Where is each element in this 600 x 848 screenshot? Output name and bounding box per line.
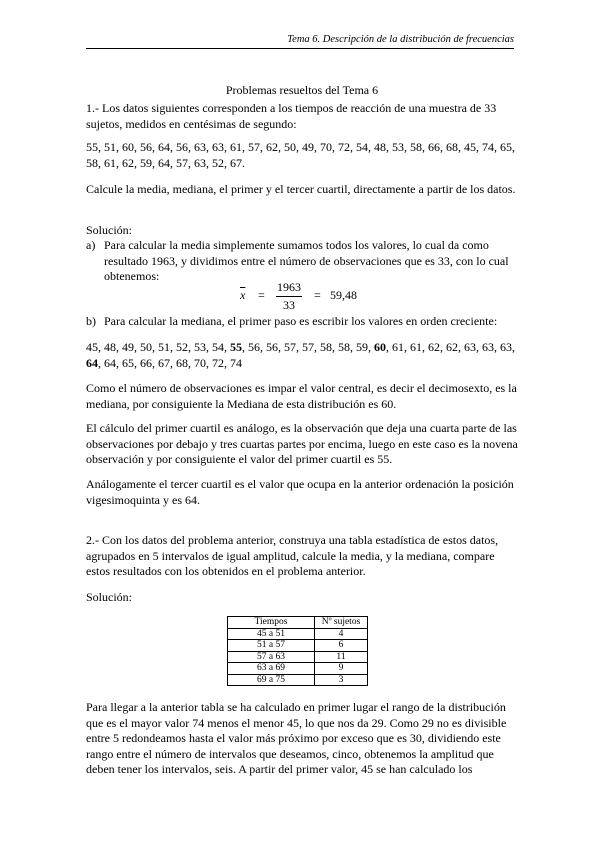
- problem2-explanation: Para llegar a la anterior tabla se ha calculado en primer lugar el rango de la distribución que es el mayor valor 74 menos el menor 45, lo que nos da 29. Como 29 no es divisible entre 5 redondeamos hasta el valor más próximo por exceso que es 30, dividiendo este rango entre el número de intervalos que deseamos, cinco, obtenemos la amplitud que deben tener los intervalos, seis. A partir del primer valor, 45 se han calculado los: [86, 700, 507, 777]
- frequency-table: [227, 616, 368, 686]
- sorted-part-1: 45, 48, 49, 50, 51, 52, 53, 54,: [86, 340, 230, 354]
- first-quartile-paragraph: El cálculo del primer cuartil es análogo, es la observación que deja una cuarta parte de las observaciones por debajo y tres cuartas partes por encima, luego en este caso es la novena observación y por consiguiente el valor del primer cuartil es 55.: [86, 421, 518, 467]
- table-cell: 51 a 57: [228, 640, 315, 652]
- sorted-bold-60: 60: [374, 340, 386, 354]
- mean-result: 59,48: [330, 288, 357, 302]
- table-cell: 6: [315, 640, 368, 652]
- sorted-values: [86, 340, 518, 371]
- step-b-text: Para calcular la mediana, el primer paso es escribir los valores en orden creciente:: [104, 314, 498, 328]
- table-cell: 3: [315, 674, 368, 686]
- step-b-label: b): [86, 314, 96, 328]
- equals-sign-1: =: [258, 288, 265, 302]
- problem2-statement: 2.- Con los datos del problema anterior, construya una tabla estadística de estos datos, agrupados en 5 intervalos de igual amplitud, calcule la media, y la mediana, compare estos resultados con los obtenidos en el problema anterior.: [86, 533, 499, 579]
- table-row: [228, 663, 368, 675]
- table-cell: 4: [315, 628, 368, 640]
- table-cell: 45 a 51: [228, 628, 315, 640]
- step-a: [86, 238, 518, 285]
- table-header-cell: Nº sujetos: [315, 617, 368, 629]
- fraction-bar: [276, 296, 302, 297]
- equals-sign-2: =: [314, 288, 321, 302]
- fraction-numerator: 1963: [277, 280, 301, 294]
- table-header-row: [228, 617, 368, 629]
- problem1-question: Calcule la media, mediana, el primer y el tercer cuartil, directamente a partir de los datos.: [86, 182, 516, 196]
- solution-label-1: Solución:: [86, 223, 133, 237]
- table-cell: 63 a 69: [228, 663, 315, 675]
- step-a-label: a): [86, 238, 96, 252]
- table-row: [228, 628, 368, 640]
- sorted-bold-64: 64: [86, 355, 98, 370]
- page-title: Problemas resueltos del Tema 6: [225, 83, 379, 97]
- median-paragraph: Como el número de observaciones es impar el valor central, es decir el decimosexto, es la mediana, por consiguiente la Mediana de esta distribución es 60.: [86, 381, 517, 411]
- table-cell: 57 a 63: [228, 651, 315, 663]
- table-row: [228, 640, 368, 652]
- sorted-part-3: , 61, 61, 62, 62, 63, 63, 63,: [386, 340, 515, 354]
- sorted-part-2: , 56, 56, 57, 57, 58, 58, 59,: [242, 340, 374, 354]
- table-row: [228, 674, 368, 686]
- table-row: [228, 651, 368, 663]
- sorted-bold-55: 55: [230, 340, 242, 354]
- fraction-denominator: 33: [283, 298, 295, 312]
- table-cell: 11: [315, 651, 368, 663]
- table-cell: 69 a 75: [228, 674, 315, 686]
- third-quartile-paragraph: Análogamente el tercer cuartil es el valor que ocupa en la anterior ordenación la posición vigesimoquinta y es 64.: [86, 477, 514, 507]
- step-a-text: Para calcular la media simplemente sumamos todos los valores, lo cual da como resultado 1963, y dividimos entre el número de observaciones que es 33, con lo cual obtenemos:: [104, 238, 509, 284]
- table-cell: 9: [315, 663, 368, 675]
- step-b: [86, 314, 518, 330]
- mean-symbol: $\overline{x}$: [240, 288, 246, 302]
- problem1-statement: 1.- Los datos siguientes corresponden a los tiempos de reacción de una muestra de 33 sujetos, medidos en centésimas de segundo:: [86, 101, 497, 131]
- problem1-data: 55, 51, 60, 56, 64, 56, 63, 63, 61, 57, 62, 50, 49, 70, 72, 54, 48, 53, 58, 66, 68, 45, 74, 65, 58, 61, 62, 59, 64, 57, 63, 52, 67.: [86, 140, 515, 170]
- sorted-part-4: , 64, 65, 66, 67, 68, 70, 72, 74: [98, 355, 242, 370]
- solution-label-2: Solución:: [86, 590, 133, 604]
- running-header: Tema 6. Descripción de la distribución de frecuencias: [86, 34, 514, 49]
- table-header-cell: Tiempos: [228, 617, 315, 629]
